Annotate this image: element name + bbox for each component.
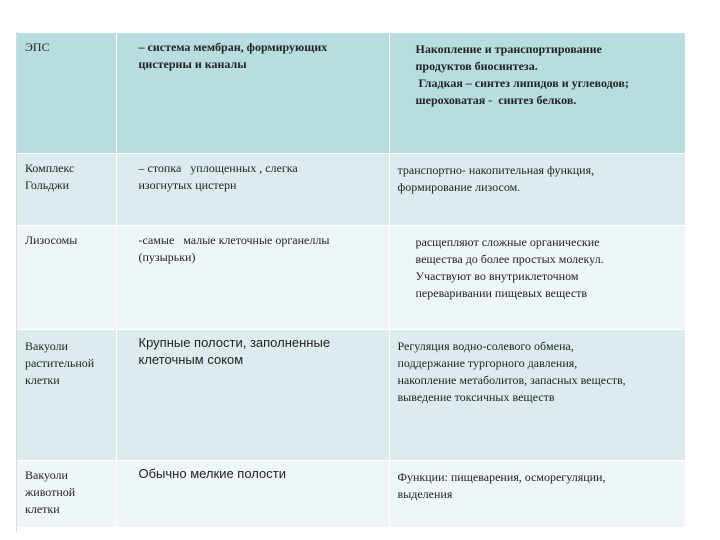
structure-line: – стопка уплощенных , слегка [138, 161, 298, 175]
structure-line: Крупные полости, заполненные [138, 335, 331, 350]
function-line: переваривании пищевых веществ [415, 286, 588, 300]
table-row-golgi [17, 154, 685, 226]
structure-line: (пузырьки) [138, 250, 196, 264]
structure-line: цистерны и каналы [138, 57, 247, 71]
function-line: Гладкая – синтез липидов и углеводов; [415, 76, 629, 90]
structure-line: клеточным соком [138, 352, 244, 367]
organelle-name: Вакуоли растительной клетки [25, 339, 95, 387]
organelles-table [17, 32, 686, 527]
function-line: формирование лизосом. [397, 180, 521, 194]
organelle-name: ЭПС [25, 40, 50, 54]
structure-line: изогнутых цистерн [138, 178, 237, 192]
function-cell [389, 461, 685, 528]
function-line: транспортно- накопительная функция, [397, 163, 595, 177]
function-cell [389, 226, 685, 330]
structure-line: Обычно мелкие полости [138, 466, 286, 481]
function-line: Регуляция водно-солевого обмена, [397, 339, 574, 353]
organelle-name: Лизосомы [25, 233, 78, 247]
function-line: Участвуют во внутриклеточном [415, 269, 579, 283]
function-line: продуктов биосинтеза. [415, 59, 538, 73]
structure-line: – система мембран, формирующих [138, 40, 328, 54]
organelle-name-cell [17, 154, 116, 226]
table-row-plant-vacuoles [17, 330, 685, 461]
structure-cell [116, 226, 389, 330]
function-line: выделения [397, 487, 453, 501]
function-cell [389, 33, 685, 154]
organelle-name: Вакуоли животной клетки [25, 468, 76, 516]
organelle-name-cell [17, 226, 116, 330]
structure-cell [116, 154, 389, 226]
table-row-eps [17, 33, 685, 154]
structure-cell [116, 461, 389, 528]
function-line: накопление метаболитов, запасных веществ, [397, 373, 626, 387]
organelle-name-cell [17, 330, 116, 461]
function-line: поддержание тургорного давления, [397, 356, 578, 370]
function-cell [389, 154, 685, 226]
organelles-table-sheet [16, 32, 685, 532]
function-line: Функции: пищеварения, осморегуляции, [397, 470, 606, 484]
structure-cell [116, 33, 389, 154]
table-row-animal-vacuoles [17, 461, 685, 528]
function-line: расщепляют сложные органические [415, 235, 600, 249]
table-row-lysosomes [17, 226, 685, 330]
function-line: Накопление и транспортирование [415, 42, 602, 56]
function-line: выведение токсичных веществ [397, 390, 555, 404]
function-line: шероховатая - синтез белков. [415, 93, 577, 107]
organelle-name-cell [17, 461, 116, 528]
organelle-name-cell [17, 33, 116, 154]
structure-cell [116, 330, 389, 461]
structure-line: -самые малые клеточные органеллы [138, 233, 330, 247]
organelle-name: Комплекс Гольджи [25, 161, 75, 192]
function-line: вещества до более простых молекул. [415, 252, 604, 266]
function-cell [389, 330, 685, 461]
